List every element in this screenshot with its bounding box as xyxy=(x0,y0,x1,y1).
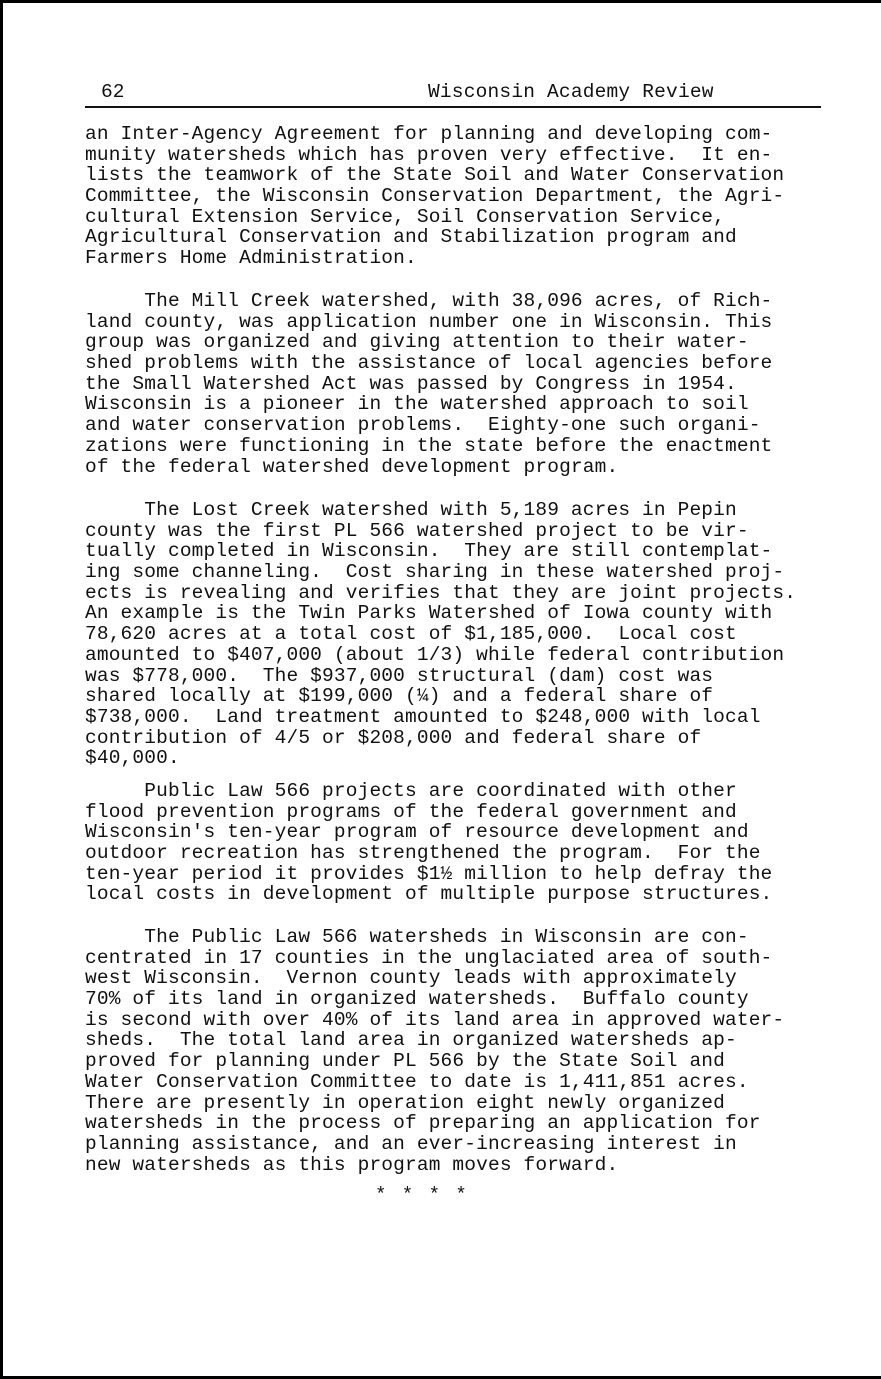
scan-edge-left xyxy=(0,0,3,1379)
text-line: The Public Law 566 watersheds in Wisconsin are con- xyxy=(85,926,749,948)
text-line: Committee, the Wisconsin Conservation Department, the Agri- xyxy=(85,185,785,208)
page-number: 62 xyxy=(101,81,125,103)
text-line: shared locally at $199,000 (¼) and a federal share of xyxy=(85,685,714,708)
text-line: Water Conservation Committee to date is 1,411,851 acres. xyxy=(85,1070,749,1093)
text-line: outdoor recreation has strengthened the program. For the xyxy=(85,842,761,865)
text-line: the Small Watershed Act was passed by Congress in 1954. xyxy=(85,372,737,395)
text-line: Wisconsin's ten-year program of resource development and xyxy=(85,821,749,844)
text-line: shed problems with the assistance of local agencies before xyxy=(85,352,773,375)
text-line: Public Law 566 projects are coordinated with other xyxy=(85,780,737,802)
text-line: 78,620 acres at a total cost of $1,185,000. Local cost xyxy=(85,623,737,646)
text-line: and water conservation problems. Eighty-one such organi- xyxy=(85,414,761,437)
text-line: an Inter-Agency Agreement for planning and developing com- xyxy=(85,123,773,145)
text-line: ects is revealing and verifies that they are joint projects. xyxy=(85,581,797,604)
text-line: west Wisconsin. Vernon county leads with approximately xyxy=(85,967,737,990)
text-line: was $778,000. The $937,000 structural (dam) cost was xyxy=(85,664,714,687)
paragraph-mill-creek xyxy=(85,291,845,477)
text-line: $40,000. xyxy=(85,747,180,770)
text-line: zations were functioning in the state before the enactment xyxy=(85,434,773,457)
text-line: The Lost Creek watershed with 5,189 acres in Pepin xyxy=(85,499,737,521)
text-line: lists the teamwork of the State Soil and Water Conservation xyxy=(85,164,785,187)
text-line: sheds. The total land area in organized watersheds ap- xyxy=(85,1029,737,1052)
text-line: contribution of 4/5 or $208,000 and federal share of xyxy=(85,726,702,749)
text-line: centrated in 17 counties in the unglaciated area of south- xyxy=(85,946,773,969)
text-line: Wisconsin is a pioneer in the watershed approach to soil xyxy=(85,393,749,416)
text-line: flood prevention programs of the federal government and xyxy=(85,800,737,823)
paragraph-inter-agency xyxy=(85,124,845,269)
text-line: proved for planning under PL 566 by the State Soil and xyxy=(85,1050,726,1073)
text-line: Agricultural Conservation and Stabilization program and xyxy=(85,226,737,249)
journal-title: Wisconsin Academy Review xyxy=(428,81,714,103)
text-line: watersheds in the process of preparing an application for xyxy=(85,1112,761,1135)
text-line: group was organized and giving attention to their water- xyxy=(85,331,749,354)
text-line: cultural Extension Service, Soil Conservation Service, xyxy=(85,205,726,228)
paragraph-watersheds-in-wisconsin xyxy=(85,927,845,1175)
paragraph-lost-creek xyxy=(85,500,845,769)
text-line: local costs in development of multiple purpose structures. xyxy=(85,883,773,906)
text-line: of the federal watershed development program. xyxy=(85,455,619,478)
text-line: ing some channeling. Cost sharing in these watershed proj- xyxy=(85,561,785,584)
scan-edge-top xyxy=(0,0,881,3)
text-line: The Mill Creek watershed, with 38,096 acres, of Rich- xyxy=(85,290,773,312)
text-line: is second with over 40% of its land area in approved water- xyxy=(85,1008,785,1031)
text-line: $738,000. Land treatment amounted to $248,000 with local xyxy=(85,705,761,728)
text-line: new watersheds as this program moves forward. xyxy=(85,1153,619,1176)
text-line: ten-year period it provides $1½ million to help defray the xyxy=(85,862,773,885)
text-line: amounted to $407,000 (about 1/3) while federal contribution xyxy=(85,643,785,666)
text-line: land county, was application number one in Wisconsin. This xyxy=(85,310,773,333)
text-line: Farmers Home Administration. xyxy=(85,247,417,270)
text-line: tually completed in Wisconsin. They are still contemplat- xyxy=(85,540,773,563)
running-header xyxy=(85,80,821,108)
text-line: There are presently in operation eight newly organized xyxy=(85,1091,726,1114)
text-line: planning assistance, and an ever-increasing interest in xyxy=(85,1132,737,1155)
paragraph-public-law-566-projects xyxy=(85,781,845,905)
text-line: county was the first PL 566 watershed project to be vir- xyxy=(85,519,749,542)
text-line: An example is the Twin Parks Watershed of Iowa county with xyxy=(85,602,773,625)
section-end-asterisks: * * * * xyxy=(375,1184,469,1206)
text-line: munity watersheds which has proven very effective. It en- xyxy=(85,143,773,166)
text-line: 70% of its land in organized watersheds. Buffalo county xyxy=(85,988,749,1011)
